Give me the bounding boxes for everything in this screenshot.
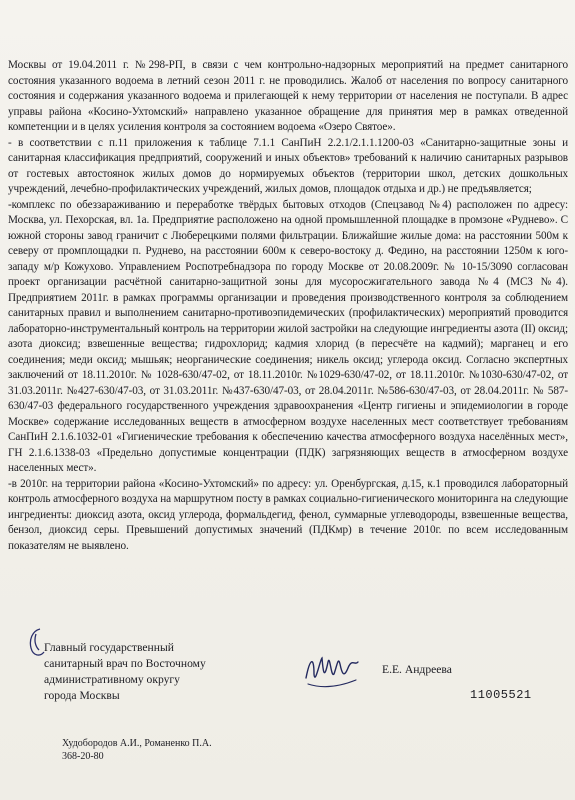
document-number: 11005521 xyxy=(470,688,532,702)
paragraph-air-monitoring: -в 2010г. на территории района «Косино-Ухтомский» по адресу: ул. Оренбургская, д.15, к.1 проводился лабораторный контроль атмосферного воздуха на маршрутном посту в рамках социально-гигиенического мониторинга на следующие ингредиенты: диоксид азота, оксид углерода, формальдегид, фенол, суммарные углеводороды, взвешенные вещества, бензол, диоксид серы. Превышений допустимых значений (ПДКмр) в течение 2010г. по всем исследованным показателям не выявлено. xyxy=(8,477,568,552)
signatory-title xyxy=(44,640,244,704)
paragraph-waste-plant: -комплекс по обеззараживанию и переработке твёрдых бытовых отходов (Спецзавод №4) расположен по адресу: Москва, ул. Пехорская, вл. 1а. Предприятие расположено на одной промышленной площадке в промзоне «Руднево». С южной стороны завод граничит с Люберецкими полями фильтрации. Ближайшие жилые дома: на расстоянии 500м к северу от промплощадки п. Руднево, на расстоянии 600м к северо-востоку д. Федино, на расстоянии 1250м к юго-западу м/р Кожухово. Управлением Роспотребнадзора по городу Москве от 20.08.2009г. № 10-15/3090 согласован проект организации расчётной санитарно-защитной зоны для мусоросжигательного завода №4 (МСЗ №4). Предприятием 2011г. в рамках программы организации и проведения производственного контроля за соблюдением санитарных правил и выполнением санитарно-противоэпидемических (профилактических) мероприятий проводится лабораторно-инструментальный контроль на территории жилой застройки на следующие ингредиенты азота (II) оксид; азота диоксид; взвешенные вещества; гидрохлорид; кадмия хлорид (в пересчёте на кадмий); марганец и его соединения; меди оксид; мышьяк; неорганические соединения; никель оксид; углерода оксид. Согласно экспертных заключений от 18.11.2010г. № 1028-630/47-02, от 18.11.2010г. №1029-630/47-02, от 18.11.2010г. №1030-630/47-02, от 31.03.2011г. №427-630/47-03, от 31.03.2011г. №437-630/47-03, от 28.04.2011г. №586-630/47-03, от 28.04.2011г. № 587-630/47-03 федерального государственного учреждения здравоохранения «Центр гигиены и эпидемиологии в городе Москве» содержание исследованных веществ в атмосферном воздухе населенных мест соответствует требованиям СанПиН 2.1.6.1032-01 «Гигиенические требования к обеспечению качества атмосферного воздуха населённых мест», ГН 2.1.6.1338-03 «Предельно допустимые концентрации (ПДК) загрязняющих веществ в атмосферном воздухе населенных мест». xyxy=(8,198,568,474)
signatory-title-line: санитарный врач по Восточному xyxy=(44,657,206,670)
signatory-title-line: города Москвы xyxy=(44,689,120,702)
executor-phone: 368-20-80 xyxy=(62,751,104,762)
executor-names: Худобородов А.И., Романенко П.А. xyxy=(62,738,212,749)
signer-name: Е.Е. Андреева xyxy=(382,663,452,676)
handwritten-signature-icon xyxy=(300,648,362,696)
paragraph-waterbody: Москвы от 19.04.2011 г. №298-РП, в связи с чем контрольно-надзорных мероприятий на предмет санитарного состояния указанного водоема в летний сезон 2011 г. не проводились. Жалоб от населения по вопросу санитарного состояния и содержания указанного водоема и прилегающей к нему территории от населения не поступали. В адрес управы района «Косино-Ухтомский» направлено указанное обращение для принятия мер в рамках отведенной компетенции и в целях усиления контроля за состоянием водоема «Озеро Святое». xyxy=(8,59,568,133)
signatory-title-line: Главный государственный xyxy=(44,641,174,654)
executor-info xyxy=(62,737,212,763)
signatory-title-line: административному округу xyxy=(44,673,180,686)
letter-body xyxy=(8,58,568,554)
paragraph-parking-zones: - в соответствии с п.11 приложения к таблице 7.1.1 СанПиН 2.2.1/2.1.1.1200-03 «Санитарно-защитные зоны и санитарная классификация предприятий, сооружений и иных объектов» требований к наличию санитарных разрывов от гостевых автостоянок жилых домов до нормируемых объектов (территории школ, детских дошкольных учреждений, лечебно-профилактических учреждений, жилых домов, площадок отдыха и др.) не предъявляется; xyxy=(8,136,568,195)
